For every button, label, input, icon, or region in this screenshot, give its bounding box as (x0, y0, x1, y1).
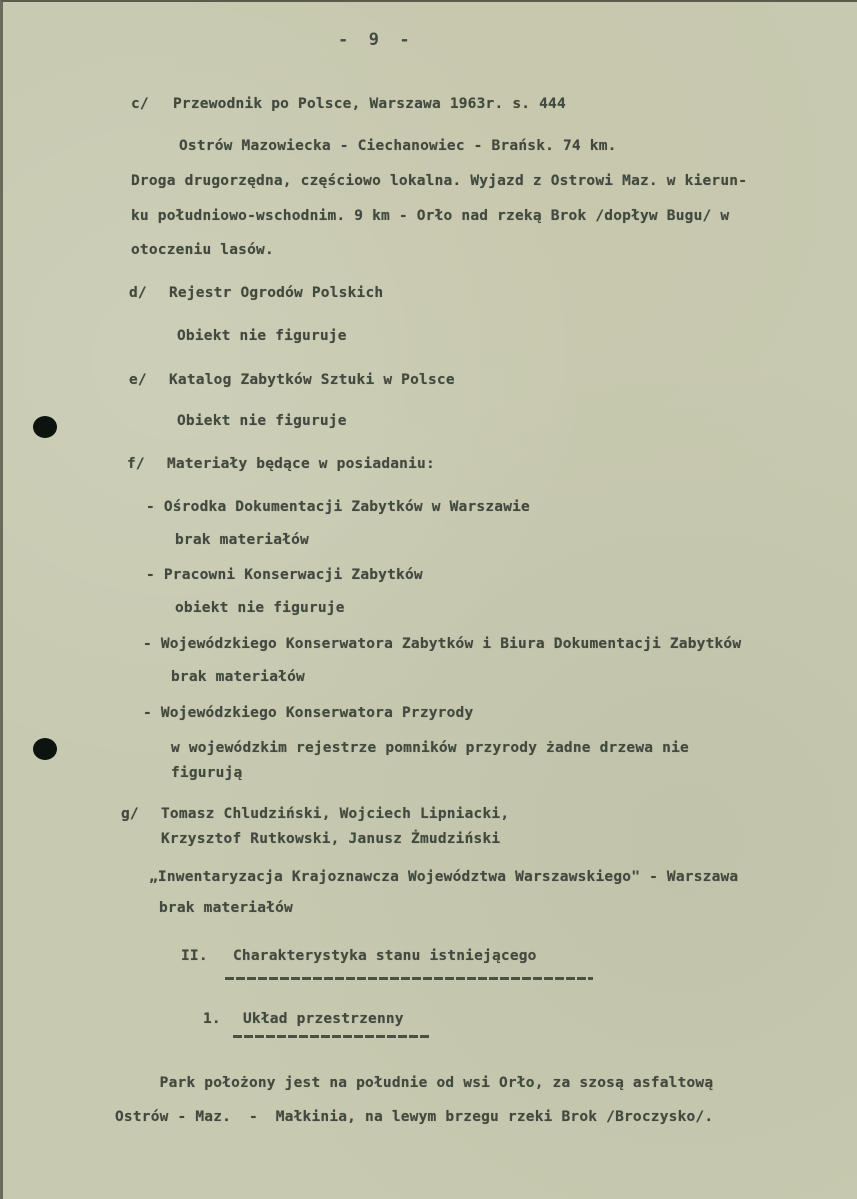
section-c-marker: c/ (131, 96, 149, 112)
section-f-marker: f/ (127, 456, 145, 472)
section-d-title: Rejestr Ogrodów Polskich (169, 285, 384, 301)
section-g-marker: g/ (121, 806, 139, 822)
punch-hole-top (33, 416, 57, 438)
section-f-item-2-source: - Pracowni Konserwacji Zabytków (146, 567, 423, 583)
paragraph-line-2: Ostrów - Maz. - Małkinia, na lewym brzegu rzeki Brok /Broczysko/. (115, 1109, 714, 1125)
section-f-item-1-source: - Ośrodka Dokumentacji Zabytków w Warszawie (146, 499, 530, 515)
section-f-item-4-source: - Wojewódzkiego Konserwatora Przyrody (143, 705, 474, 721)
section-f-item-4-status: w wojewódzkim rejestrze pomników przyrody żadne drzewa nie (171, 740, 689, 756)
section-g-authors-line-1: Tomasz Chludziński, Wojciech Lipniacki, (161, 806, 510, 822)
chapter-title-underline (225, 977, 593, 980)
subchapter-number: 1. (203, 1011, 221, 1027)
section-f-item-4-status-cont: figurują (171, 765, 243, 781)
section-f-item-3-status: brak materiałów (171, 669, 305, 685)
section-c-route: Ostrów Mazowiecka - Ciechanowiec - Brańsk. 74 km. (179, 138, 617, 154)
page-number: - 9 - (338, 30, 410, 50)
section-f-title: Materiały będące w posiadaniu: (167, 456, 435, 472)
punch-hole-bottom (33, 738, 57, 760)
section-f-item-3-source: - Wojewódzkiego Konserwatora Zabytków i Biura Dokumentacji Zabytków (143, 636, 742, 652)
paragraph-line-1: Park położony jest na południe od wsi Orło, za szosą asfaltową (115, 1075, 714, 1091)
section-f-item-2-status: obiekt nie figuruje (175, 600, 345, 616)
section-c-body-line-2: ku południowo-wschodnim. 9 km - Orło nad rzeką Brok /dopływ Bugu/ w (131, 208, 730, 224)
section-e-status: Obiekt nie figuruje (177, 413, 347, 429)
section-e-title: Katalog Zabytków Sztuki w Polsce (169, 372, 455, 388)
section-d-status: Obiekt nie figuruje (177, 328, 347, 344)
section-d-marker: d/ (129, 285, 147, 301)
subchapter-title-underline (233, 1035, 429, 1038)
section-f-item-1-status: brak materiałów (175, 532, 309, 548)
section-g-authors-line-2: Krzysztof Rutkowski, Janusz Żmudziński (161, 831, 501, 847)
chapter-title: Charakterystyka stanu istniejącego (233, 948, 537, 964)
section-c-body-line-3: otoczeniu lasów. (131, 242, 274, 258)
section-e-marker: e/ (129, 372, 147, 388)
section-g-status: brak materiałów (159, 900, 293, 916)
section-c-body-line-1: Droga drugorzędna, częściowo lokalna. Wyjazd z Ostrowi Maz. w kierun- (131, 173, 748, 189)
chapter-number: II. (181, 948, 208, 964)
subchapter-title: Układ przestrzenny (243, 1011, 404, 1027)
section-g-work-title: „Inwentaryzacja Krajoznawcza Województwa Warszawskiego" - Warszawa (149, 869, 739, 885)
section-c-title: Przewodnik po Polsce, Warszawa 1963r. s. 444 (173, 96, 566, 112)
